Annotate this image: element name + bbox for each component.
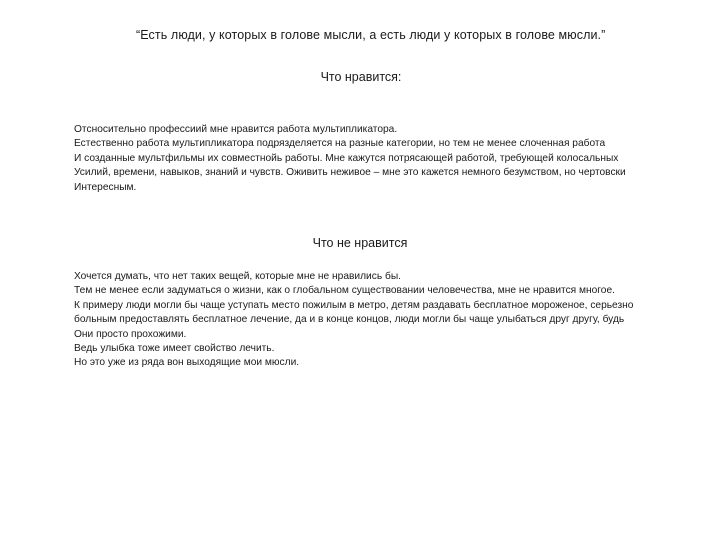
likes-line: Естественно работа мультипликатора подрязделяется на разные категории, но тем не менее слоченная работа — [74, 138, 606, 150]
dislikes-heading-text: Что не нравится — [312, 236, 408, 250]
dislikes-line: Ведь улыбка тоже имеет свойство лечить. — [74, 343, 275, 355]
dislikes-line: Тем не менее если задуматься о жизни, как о глобальном существовании человечества, мне не нравится многое. — [74, 285, 615, 297]
likes-heading-text: Что нравится: — [320, 70, 402, 84]
slide-quote: “Есть люди, у которых в голове мысли, а есть люди у которых в голове мюсли.” — [136, 28, 606, 42]
dislikes-line: Они просто прохожими. — [74, 328, 187, 340]
likes-line: Отсносительно профессиий мне нравится работа мультипликатора. — [74, 124, 398, 135]
likes-line: Усилий, времени, навыков, знаний и чувств. Оживить неживое – мне это кажется немного безумством, но чертовски — [74, 167, 626, 179]
likes-line: Интересным. — [74, 181, 137, 193]
dislikes-line: больным предоставлять бесплатное лечение, да и в конце концов, люди могли бы чаще улыбаться друг другу, будь — [74, 314, 625, 326]
dislikes-line: К примеру люди могли бы чаще уступать место пожилым в метро, детям раздавать бесплатное мороженое, серьезно — [74, 299, 634, 311]
likes-paragraph — [74, 123, 694, 195]
dislikes-line: Хочется думать, что нет таких вещей, которые мне не нравились бы. — [74, 271, 401, 282]
likes-heading — [0, 69, 720, 85]
dislikes-paragraph — [74, 270, 694, 371]
likes-line: И созданные мультфильмы их совместнойь работы. Мне кажутся потрясающей работой, требующей колосальных — [74, 152, 619, 164]
dislikes-line: Но это уже из ряда вон выходящие мои мюсли. — [74, 357, 300, 369]
dislikes-heading — [0, 235, 720, 251]
